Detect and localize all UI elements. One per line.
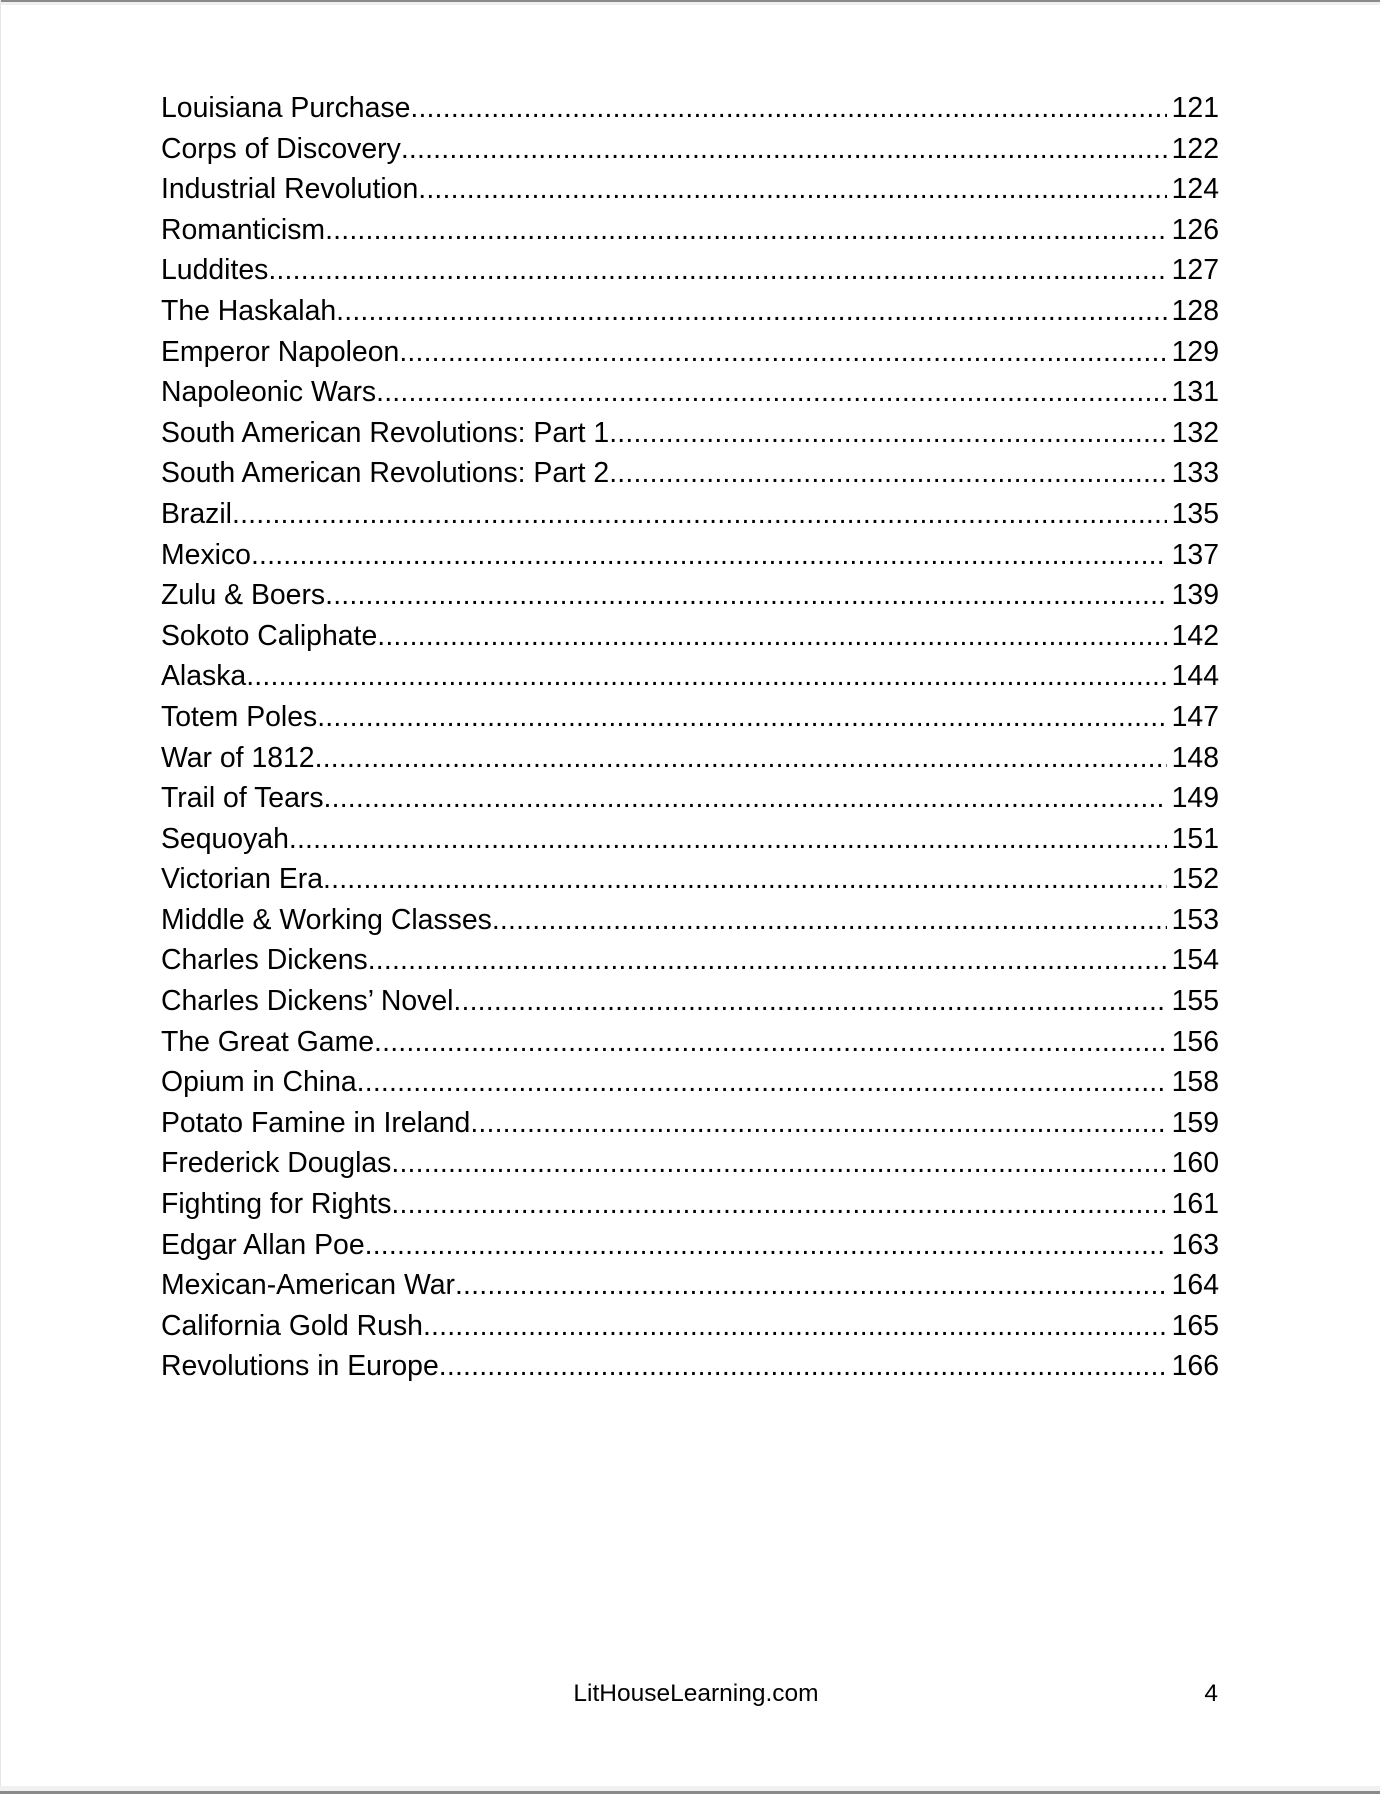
toc-entry-title: The Great Game — [161, 1025, 375, 1058]
toc-entry[interactable] — [161, 1143, 1219, 1184]
toc-entry-title: Edgar Allan Poe — [161, 1228, 365, 1261]
toc-entry[interactable] — [161, 129, 1219, 170]
toc-entry-page-number: 153 — [1171, 903, 1219, 936]
footer-website — [0, 1678, 1380, 1710]
toc-dot-leader — [455, 1265, 1167, 1306]
toc-entry[interactable] — [161, 697, 1219, 738]
toc-entry-title: Romanticism — [161, 213, 326, 246]
toc-dot-leader — [376, 372, 1167, 413]
toc-entry-page-number: 165 — [1171, 1309, 1219, 1342]
toc-entry[interactable] — [161, 535, 1219, 576]
toc-entry-title: Corps of Discovery — [161, 132, 401, 165]
toc-entry[interactable] — [161, 1062, 1219, 1103]
toc-entry-title: Alaska — [161, 660, 247, 693]
toc-entry-page-number: 148 — [1171, 741, 1219, 774]
toc-dot-leader — [453, 981, 1167, 1022]
toc-entry-page-number: 122 — [1171, 132, 1219, 165]
toc-entry[interactable] — [161, 291, 1219, 332]
toc-dot-leader — [391, 1184, 1167, 1225]
toc-entry-page-number: 156 — [1171, 1025, 1219, 1058]
toc-entry[interactable] — [161, 738, 1219, 779]
toc-entry-title: South American Revolutions: Part 2 — [161, 457, 610, 490]
footer-website-text: LitHouseLearning.com — [573, 1680, 819, 1707]
toc-entry-page-number: 132 — [1171, 416, 1219, 449]
toc-entry-page-number: 154 — [1171, 944, 1219, 977]
toc-dot-leader — [423, 1306, 1167, 1347]
toc-entry-title: Revolutions in Europe — [161, 1350, 439, 1383]
toc-entry-title: Potato Famine in Ireland — [161, 1106, 471, 1139]
toc-dot-leader — [357, 1062, 1167, 1103]
toc-entry-page-number: 166 — [1171, 1350, 1219, 1383]
toc-entry-title: Napoleonic Wars — [161, 376, 377, 409]
toc-entry-page-number: 160 — [1171, 1147, 1219, 1180]
page-top-shadow — [0, 2, 1380, 5]
toc-entry-title: Frederick Douglas — [161, 1147, 392, 1180]
toc-dot-leader — [317, 697, 1167, 738]
toc-entry-title: Trail of Tears — [161, 782, 324, 815]
toc-dot-leader — [609, 453, 1167, 494]
toc-entry[interactable] — [161, 332, 1219, 373]
toc-entry-page-number: 164 — [1171, 1269, 1219, 1302]
toc-entry-page-number: 147 — [1171, 700, 1219, 733]
toc-entry-page-number: 151 — [1171, 822, 1219, 855]
toc-entry-title: Mexican-American War — [161, 1269, 455, 1302]
page-left-border — [0, 0, 1, 1794]
toc-entry-title: Emperor Napoleon — [161, 335, 400, 368]
toc-entry-title: South American Revolutions: Part 1 — [161, 416, 610, 449]
toc-entry-page-number: 139 — [1171, 579, 1219, 612]
toc-entry-page-number: 163 — [1171, 1228, 1219, 1261]
toc-dot-leader — [368, 940, 1167, 981]
toc-entry[interactable] — [161, 1103, 1219, 1144]
toc-entry-title: California Gold Rush — [161, 1309, 423, 1342]
toc-entry[interactable] — [161, 1265, 1219, 1306]
toc-dot-leader — [232, 494, 1167, 535]
toc-entry-page-number: 158 — [1171, 1066, 1219, 1099]
toc-dot-leader — [374, 1022, 1167, 1063]
toc-entry[interactable] — [161, 250, 1219, 291]
toc-entry[interactable] — [161, 453, 1219, 494]
toc-dot-leader — [391, 1143, 1167, 1184]
toc-dot-leader — [336, 291, 1167, 332]
toc-entry[interactable] — [161, 372, 1219, 413]
toc-dot-leader — [399, 332, 1167, 373]
toc-entry-page-number: 131 — [1171, 376, 1219, 409]
toc-entry-title: Zulu & Boers — [161, 579, 326, 612]
toc-entry[interactable] — [161, 210, 1219, 251]
toc-entry-page-number: 128 — [1171, 294, 1219, 327]
toc-entry-page-number: 129 — [1171, 335, 1219, 368]
toc-entry-title: The Haskalah — [161, 294, 337, 327]
toc-entry-title: Totem Poles — [161, 700, 318, 733]
toc-entry-title: Sokoto Caliphate — [161, 619, 378, 652]
toc-dot-leader — [289, 819, 1167, 860]
toc-entry-page-number: 142 — [1171, 619, 1219, 652]
toc-entry-title: Charles Dickens — [161, 944, 368, 977]
table-of-contents — [161, 88, 1219, 1387]
toc-entry[interactable] — [161, 778, 1219, 819]
toc-dot-leader — [365, 1225, 1167, 1266]
toc-entry[interactable] — [161, 1184, 1219, 1225]
toc-entry-page-number: 159 — [1171, 1106, 1219, 1139]
toc-entry-title: Louisiana Purchase — [161, 92, 411, 124]
toc-entry-page-number: 124 — [1171, 173, 1219, 206]
toc-dot-leader — [246, 656, 1167, 697]
toc-entry-title: Brazil — [161, 497, 232, 530]
toc-dot-leader — [418, 169, 1167, 210]
toc-dot-leader — [251, 535, 1167, 576]
toc-dot-leader — [410, 88, 1167, 129]
toc-entry-title: Middle & Working Classes — [161, 903, 492, 936]
toc-entry-page-number: 137 — [1171, 538, 1219, 571]
toc-entry-page-number: 127 — [1171, 254, 1219, 287]
toc-entry[interactable] — [161, 169, 1219, 210]
toc-entry[interactable] — [161, 859, 1219, 900]
toc-entry[interactable] — [161, 900, 1219, 941]
toc-entry[interactable] — [161, 1225, 1219, 1266]
toc-dot-leader — [377, 616, 1167, 657]
toc-entry-title: Opium in China — [161, 1066, 357, 1099]
toc-entry-page-number: 133 — [1171, 457, 1219, 490]
toc-entry-page-number: 152 — [1171, 863, 1219, 896]
toc-entry-page-number: 149 — [1171, 782, 1219, 815]
toc-dot-leader — [323, 859, 1167, 900]
toc-entry[interactable] — [161, 656, 1219, 697]
toc-entry-title: War of 1812 — [161, 741, 315, 774]
toc-entry[interactable] — [161, 1346, 1219, 1387]
toc-entry[interactable] — [161, 413, 1219, 454]
toc-entry-title: Mexico — [161, 538, 251, 571]
toc-entry-title: Fighting for Rights — [161, 1188, 392, 1221]
toc-entry-page-number: 121 — [1171, 92, 1219, 124]
toc-entry-page-number: 135 — [1171, 497, 1219, 530]
toc-entry[interactable] — [161, 494, 1219, 535]
toc-dot-leader — [609, 413, 1167, 454]
toc-entry-title: Sequoyah — [161, 822, 289, 855]
toc-entry[interactable] — [161, 981, 1219, 1022]
toc-entry-title: Charles Dickens’ Novel — [161, 985, 454, 1018]
toc-entry[interactable] — [161, 940, 1219, 981]
toc-entry-title: Industrial Revolution — [161, 173, 419, 206]
toc-dot-leader — [470, 1103, 1167, 1144]
toc-entry-title: Luddites — [161, 254, 269, 287]
toc-entry[interactable] — [161, 1022, 1219, 1063]
toc-entry-page-number: 161 — [1171, 1188, 1219, 1221]
toc-entry[interactable] — [161, 88, 1219, 129]
toc-dot-leader — [315, 738, 1167, 779]
toc-entry[interactable] — [161, 1306, 1219, 1347]
toc-dot-leader — [268, 250, 1167, 291]
toc-dot-leader — [324, 778, 1167, 819]
toc-dot-leader — [325, 210, 1167, 251]
toc-entry-page-number: 155 — [1171, 985, 1219, 1018]
toc-entry[interactable] — [161, 616, 1219, 657]
toc-dot-leader — [325, 575, 1167, 616]
toc-dot-leader — [401, 129, 1167, 170]
toc-entry[interactable] — [161, 819, 1219, 860]
toc-entry-title: Victorian Era — [161, 863, 324, 896]
toc-entry[interactable] — [161, 575, 1219, 616]
toc-entry-page-number: 144 — [1171, 660, 1219, 693]
toc-dot-leader — [492, 900, 1167, 941]
footer-page-number: 4 — [1204, 1680, 1218, 1707]
toc-dot-leader — [439, 1346, 1167, 1387]
toc-entry-page-number: 126 — [1171, 213, 1219, 246]
